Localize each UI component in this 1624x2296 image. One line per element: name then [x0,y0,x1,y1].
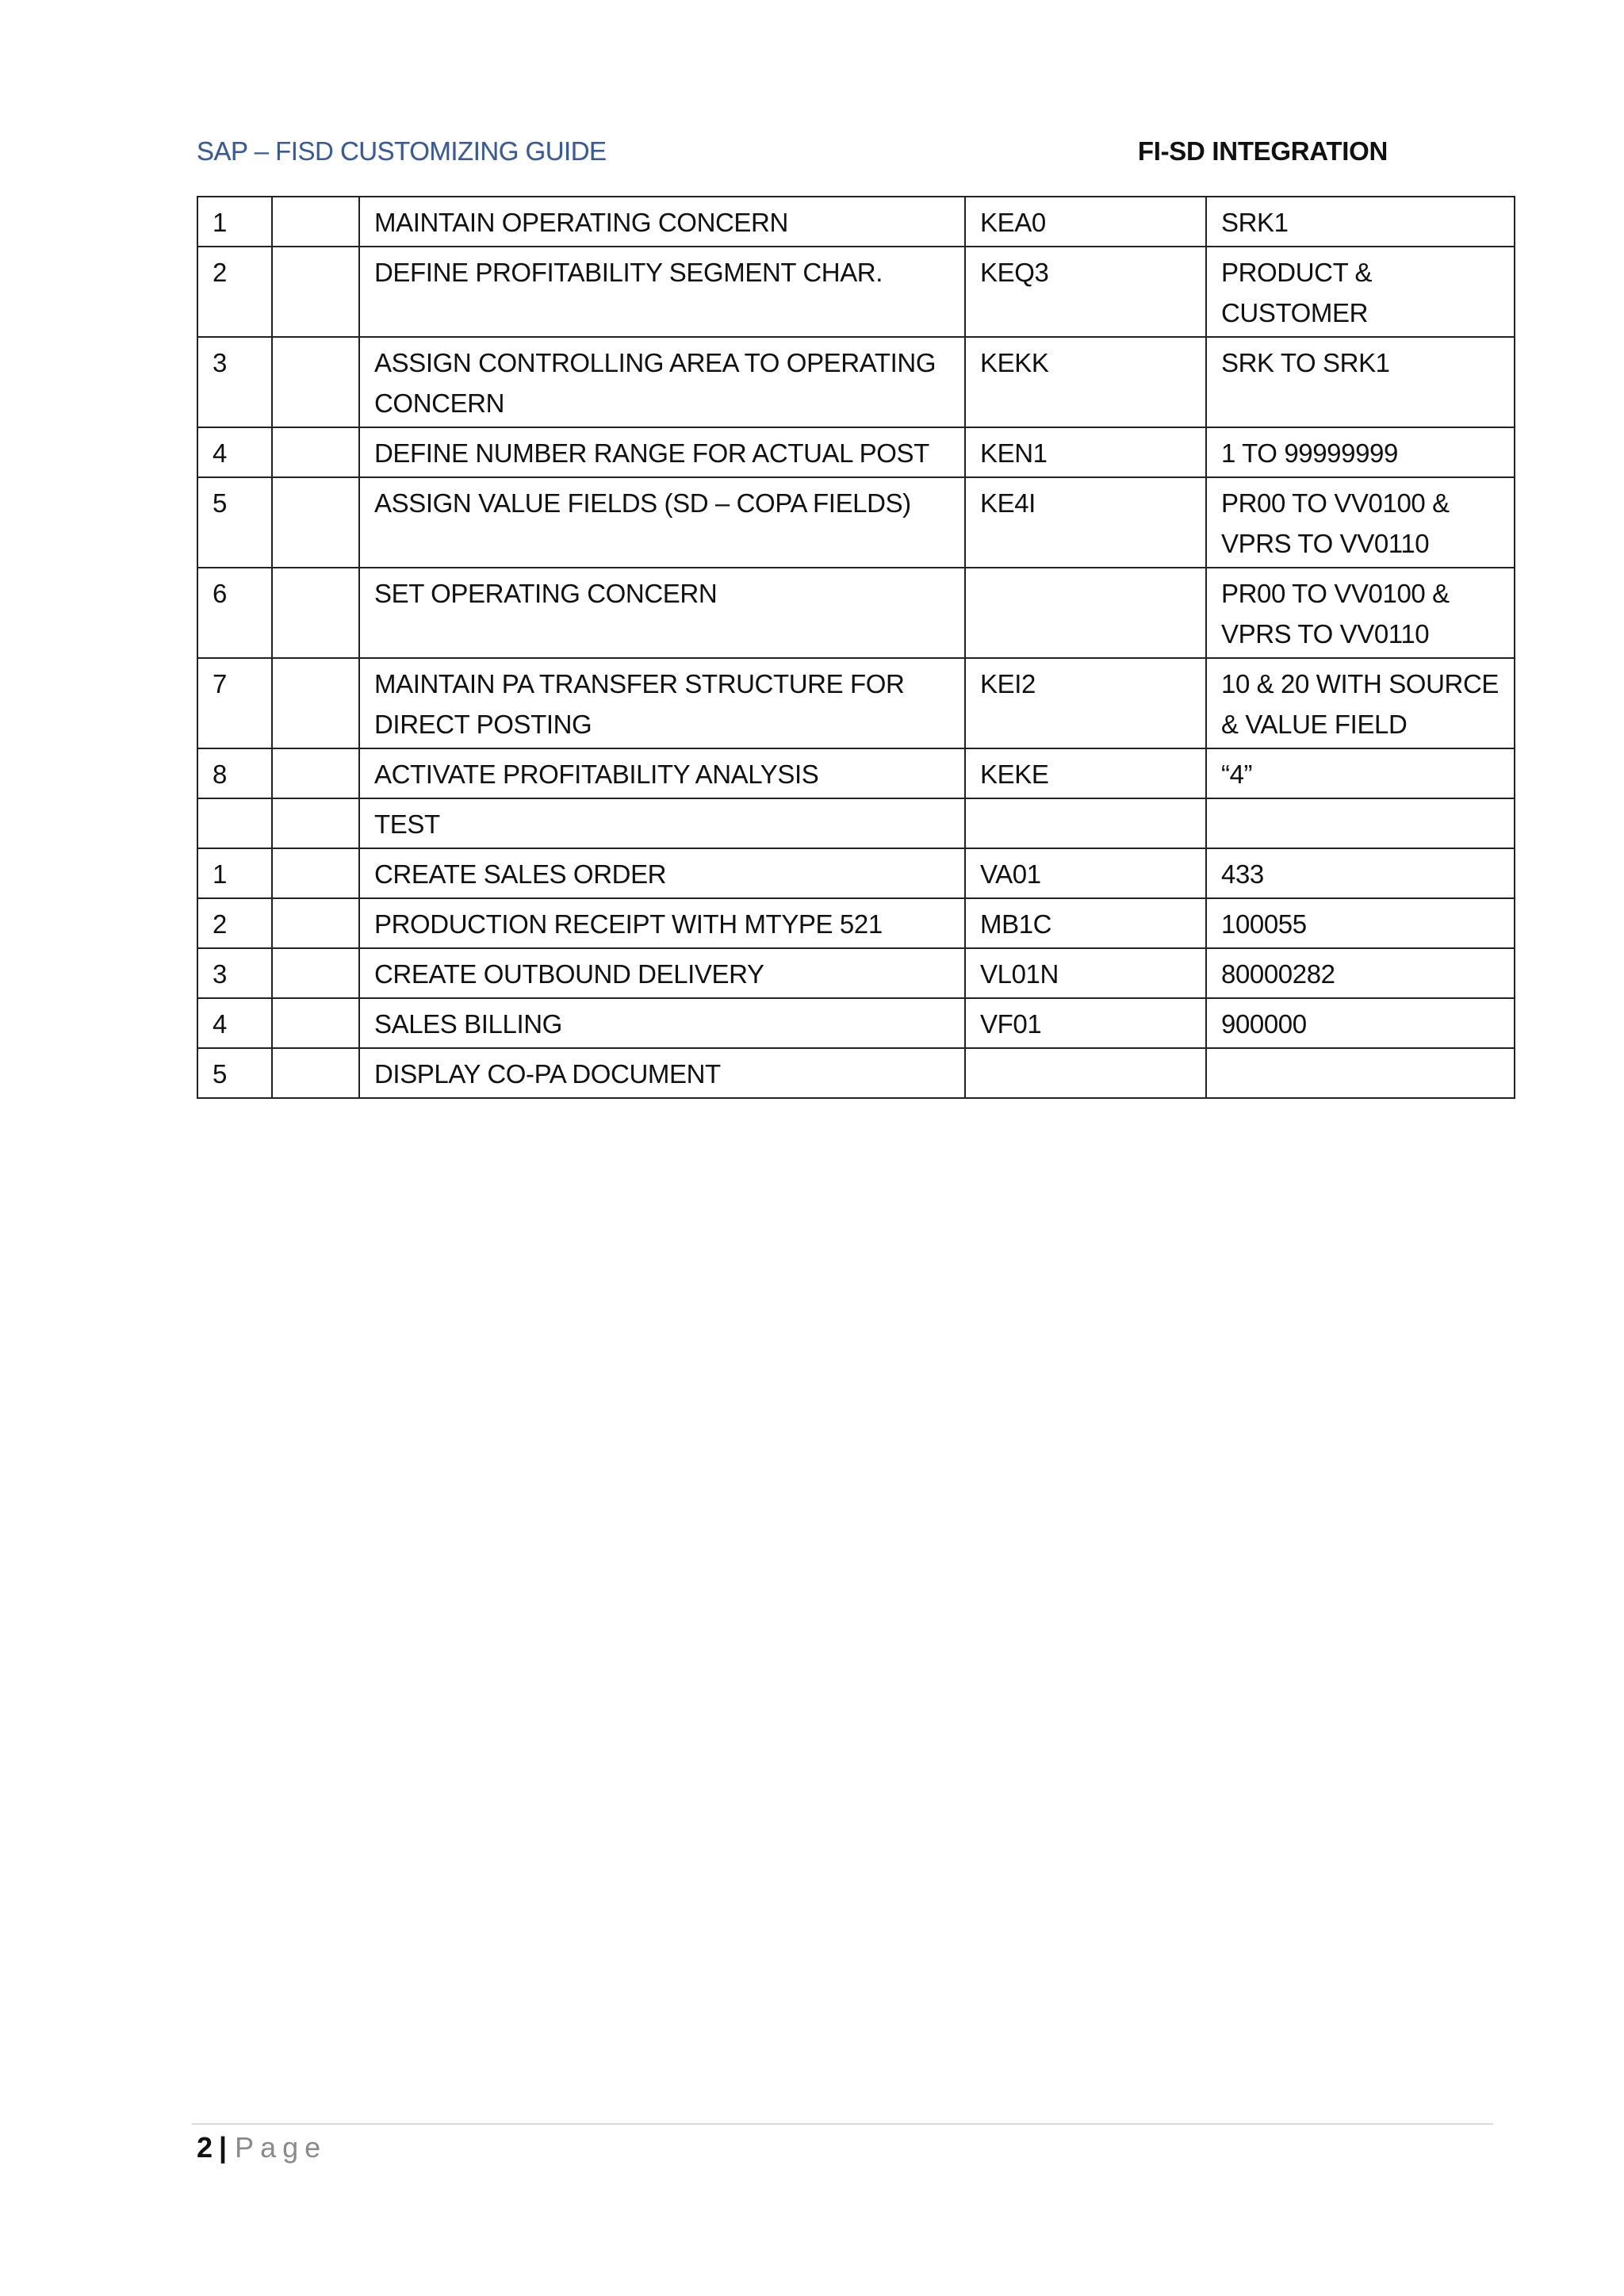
blank-cell [272,568,359,658]
transaction-code-cell: KEI2 [965,658,1206,748]
blank-cell [272,247,359,337]
blank-cell [272,477,359,568]
step-number-cell: 3 [197,948,272,998]
value-cell: 10 & 20 WITH SOURCE & VALUE FIELD [1206,658,1515,748]
footer-separator: | [219,2131,228,2164]
blank-cell [272,1048,359,1098]
step-number-cell: 1 [197,848,272,898]
value-cell [1206,1048,1515,1098]
table-row [197,898,1515,948]
step-number-cell: 2 [197,247,272,337]
step-number-cell: 7 [197,658,272,748]
table-row [197,848,1515,898]
step-number-cell: 8 [197,748,272,798]
step-number-cell [197,798,272,848]
value-cell: 433 [1206,848,1515,898]
blank-cell [272,798,359,848]
description-cell: CREATE OUTBOUND DELIVERY [359,948,965,998]
table-row [197,998,1515,1048]
table-row [197,798,1515,848]
step-number-cell: 6 [197,568,272,658]
blank-cell [272,427,359,477]
value-cell: 100055 [1206,898,1515,948]
document-title [197,136,607,166]
table-row [197,568,1515,658]
description-cell: ACTIVATE PROFITABILITY ANALYSIS [359,748,965,798]
transaction-code-cell: KEKK [965,337,1206,427]
table-row [197,427,1515,477]
blank-cell [272,748,359,798]
value-cell: 80000282 [1206,948,1515,998]
page-footer [197,2131,327,2164]
description-cell: MAINTAIN PA TRANSFER STRUCTURE FOR DIRECT POSTING [359,658,965,748]
blank-cell [272,848,359,898]
description-cell: DEFINE NUMBER RANGE FOR ACTUAL POST [359,427,965,477]
transaction-code-cell: KEA0 [965,197,1206,247]
description-cell: DISPLAY CO-PA DOCUMENT [359,1048,965,1098]
blank-cell [272,898,359,948]
transaction-code-cell: KEN1 [965,427,1206,477]
step-number-cell: 2 [197,898,272,948]
transaction-code-cell [965,568,1206,658]
description-cell: MAINTAIN OPERATING CONCERN [359,197,965,247]
transaction-code-cell: KEKE [965,748,1206,798]
blank-cell [272,998,359,1048]
description-cell: ASSIGN CONTROLLING AREA TO OPERATING CONCERN [359,337,965,427]
step-number-cell: 5 [197,1048,272,1098]
description-cell: CREATE SALES ORDER [359,848,965,898]
value-cell: 900000 [1206,998,1515,1048]
section-title: FI-SD INTEGRATION [1137,136,1388,166]
page-header [197,136,1427,171]
table-body [197,197,1515,1098]
description-cell: SALES BILLING [359,998,965,1048]
transaction-code-cell: KE4I [965,477,1206,568]
transaction-code-cell: VL01N [965,948,1206,998]
transaction-code-cell [965,1048,1206,1098]
title-fisd: – FISD [247,136,340,166]
description-cell: TEST [359,798,965,848]
blank-cell [272,948,359,998]
table-row [197,337,1515,427]
table-row [197,1048,1515,1098]
description-cell: PRODUCTION RECEIPT WITH MTYPE 521 [359,898,965,948]
description-cell: ASSIGN VALUE FIELDS (SD – COPA FIELDS) [359,477,965,568]
description-cell: DEFINE PROFITABILITY SEGMENT CHAR. [359,247,965,337]
blank-cell [272,197,359,247]
value-cell: “4” [1206,748,1515,798]
blank-cell [272,337,359,427]
value-cell: SRK TO SRK1 [1206,337,1515,427]
transaction-code-cell [965,798,1206,848]
title-guide: CUSTOMIZING GUIDE [339,136,607,166]
value-cell: 1 TO 99999999 [1206,427,1515,477]
step-number-cell: 3 [197,337,272,427]
table-row [197,477,1515,568]
table-row [197,748,1515,798]
page-number: 2 [197,2131,213,2164]
step-number-cell: 4 [197,427,272,477]
title-sap: SAP [197,136,247,166]
table-row [197,247,1515,337]
value-cell: SRK1 [1206,197,1515,247]
transaction-code-cell: VA01 [965,848,1206,898]
value-cell: PRODUCT & CUSTOMER [1206,247,1515,337]
step-number-cell: 4 [197,998,272,1048]
transaction-code-cell: VF01 [965,998,1206,1048]
blank-cell [272,658,359,748]
table-row [197,948,1515,998]
transaction-code-cell: MB1C [965,898,1206,948]
transaction-code-cell: KEQ3 [965,247,1206,337]
value-cell [1206,798,1515,848]
footer-divider [192,2123,1493,2125]
configuration-steps-table [197,196,1515,1099]
value-cell: PR00 TO VV0100 & VPRS TO VV0110 [1206,568,1515,658]
step-number-cell: 1 [197,197,272,247]
table-row [197,658,1515,748]
step-number-cell: 5 [197,477,272,568]
description-cell: SET OPERATING CONCERN [359,568,965,658]
page-label: Page [235,2131,327,2164]
value-cell: PR00 TO VV0100 & VPRS TO VV0110 [1206,477,1515,568]
table-row [197,197,1515,247]
